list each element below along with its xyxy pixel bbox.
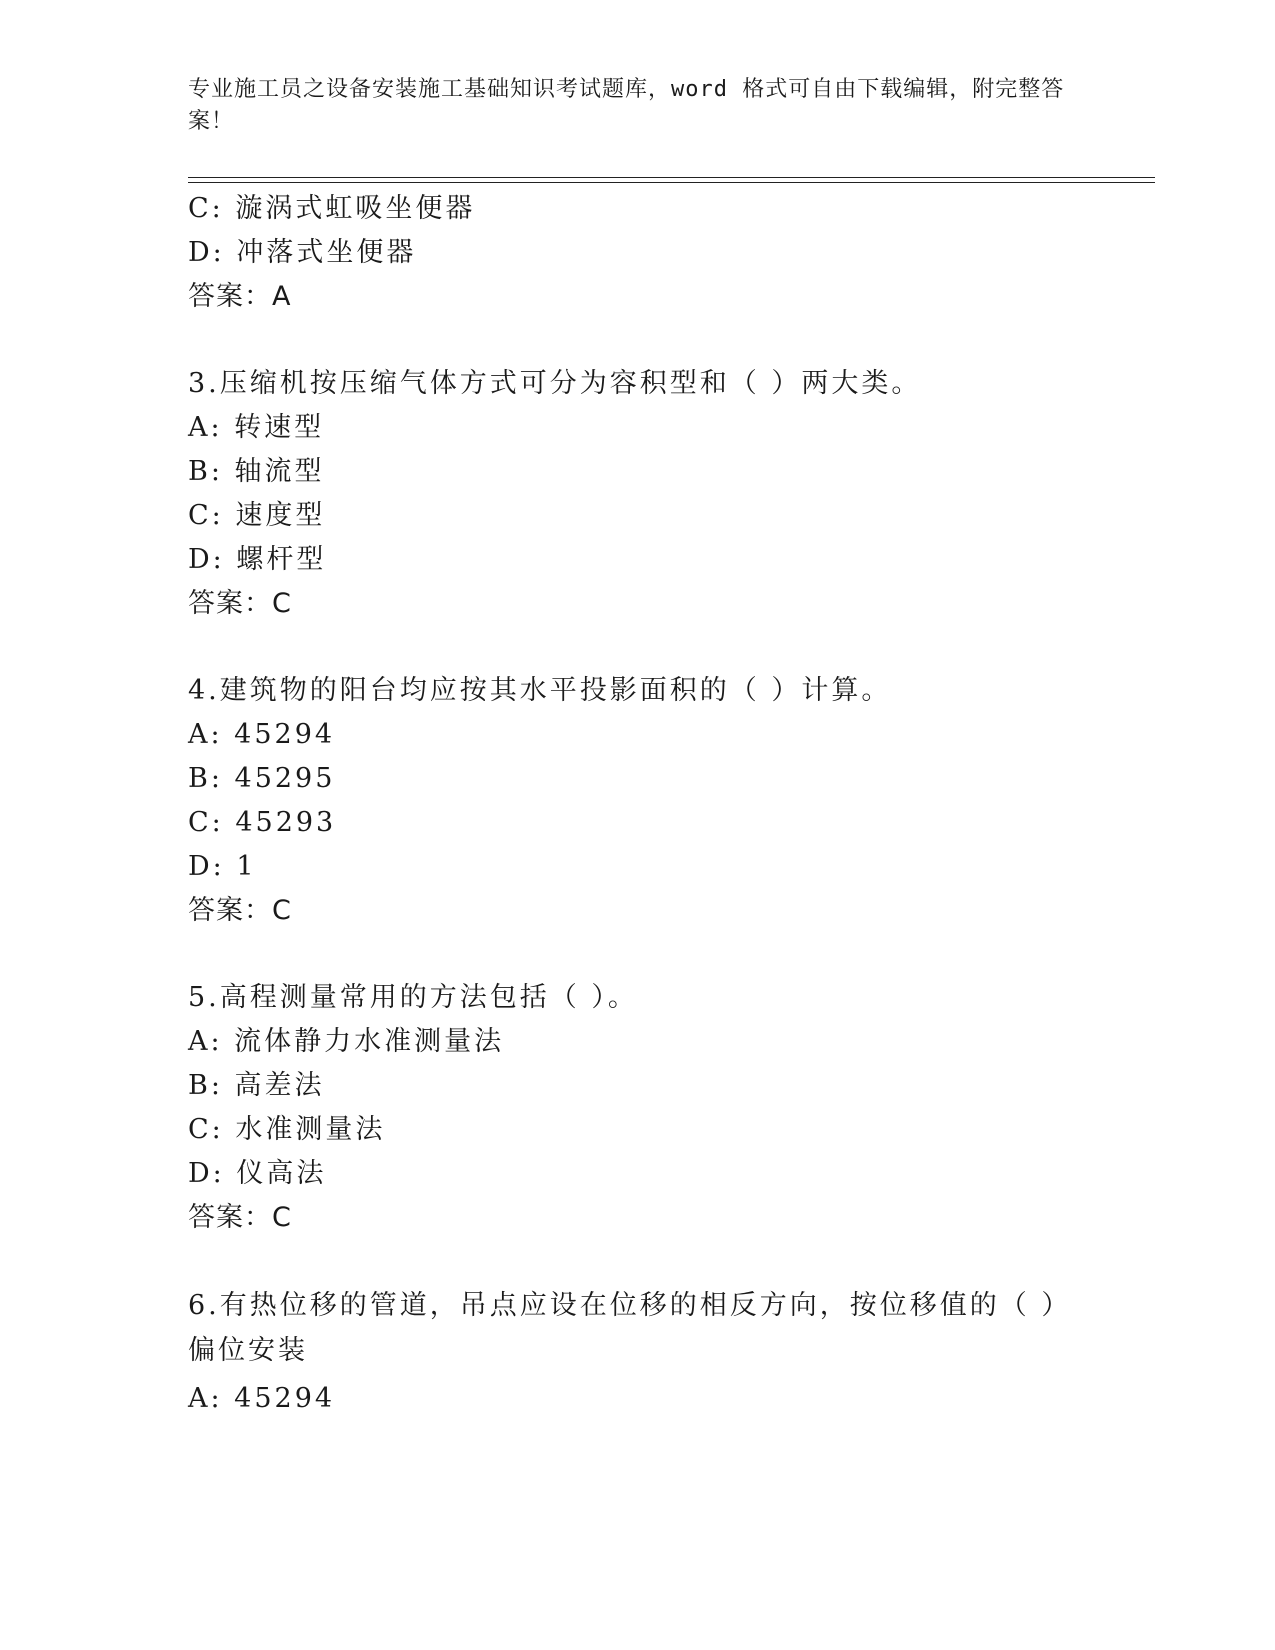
header-divider-top [188, 177, 1155, 178]
header-divider-bottom [188, 182, 1155, 183]
option-d: D: 仪高法 [188, 1158, 327, 1189]
answer: 答案：C [188, 588, 292, 619]
question-stem: 3.压缩机按压缩气体方式可分为容积型和（ ）两大类。 [188, 368, 922, 399]
answer: 答案：C [188, 1202, 292, 1233]
option-c: C: 45293 [188, 807, 337, 838]
option-c: C: 水准测量法 [188, 1114, 386, 1145]
option-d: D: 1 [188, 851, 257, 882]
option-d: D: 螺杆型 [188, 544, 327, 575]
question-stem: 4.建筑物的阳台均应按其水平投影面积的（ ）计算。 [188, 675, 892, 706]
answer: 答案：A [188, 281, 292, 312]
option-a: A: 流体静力水准测量法 [188, 1026, 505, 1057]
answer: 答案：C [188, 895, 292, 926]
option-b: B: 45295 [188, 763, 336, 794]
option-d: D: 冲落式坐便器 [188, 237, 417, 268]
option-c: C: 速度型 [188, 500, 326, 531]
question-stem: 5.高程测量常用的方法包括（ ）。 [188, 982, 638, 1013]
option-a: A: 转速型 [188, 412, 325, 443]
option-a: A: 45294 [188, 1383, 336, 1414]
option-a: A: 45294 [188, 719, 336, 750]
question-stem: 6.有热位移的管道，吊点应设在位移的相反方向，按位移值的（ ）偏位安装 [188, 1290, 1072, 1366]
option-b: B: 高差法 [188, 1070, 325, 1101]
option-c: C: 漩涡式虹吸坐便器 [188, 193, 476, 224]
option-b: B: 轴流型 [188, 456, 325, 487]
document-header: 专业施工员之设备安装施工基础知识考试题库，word 格式可自由下载编辑，附完整答案！ [188, 77, 1065, 134]
